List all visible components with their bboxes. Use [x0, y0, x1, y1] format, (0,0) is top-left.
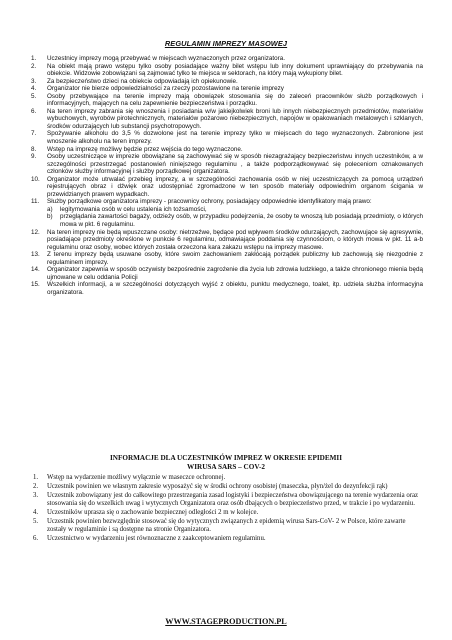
item-text: Organizator zapewnia w sposób oczywisty bezpośrednie zagrożenie dla życia lub zdrowia ludzkiego, a także chronionego mienia będą ujmowane w celu oddania Policji	[47, 266, 423, 281]
item-number: 11.	[31, 198, 40, 206]
item-number: 9.	[31, 153, 37, 161]
item-number: 12.	[31, 228, 40, 236]
item-text: Uczestnik powinien bezwzględnie stosować się do wytycznych związanych z epidemią wirusa Sars-CoV- 2 w Polsce, które zawarte zostały w regulaminie i są dostępne na stronie Organizatora.	[47, 518, 406, 534]
item-text: przeglądania zawartości bagaży, odzieży osób, w przypadku podejrzenia, że osoby te wnoszą lub posiadają przedmioty, o których mowa w pkt. 6 regulaminu.	[60, 213, 423, 229]
rule-item	[31, 63, 423, 78]
rule-subitem	[47, 213, 423, 228]
epidemic-info-heading-line1: INFORMACJE DLA UCZESTNIKÓW IMPREZ W OKRESIE EPIDEMII	[109, 454, 343, 462]
item-number: 3.	[31, 77, 37, 85]
item-text: Uczestnik powinien we własnym zakresie wyposażyć się w środki ochrony osobistej (maseczka, płyn/żel do dezynfekcji rąk)	[47, 482, 388, 490]
item-text: Uczestnik zobowiązany jest do całkowitego przestrzegania zasad logistyki i bezpieczeństwa obowiązującego na terenie wydarzenia oraz stosowania się do wszelkich uwag i wytycznych Organizatora oraz osób dbających o bezpieczeństwo przed, w trakcie i po wydarzeniu.	[47, 491, 419, 508]
rule-subitem	[47, 206, 423, 214]
item-number: 5.	[33, 518, 39, 526]
item-number: 7.	[31, 130, 37, 138]
item-number: 6.	[31, 107, 37, 115]
website-link[interactable]: WWW.STAGEPRODUCTION.PL	[165, 617, 287, 626]
item-text: Uczestników uprasza się o zachowanie bezpiecznej odległości 2 m w kolejce.	[47, 509, 259, 517]
rule-sublist	[47, 206, 423, 229]
item-number: 4.	[33, 509, 39, 517]
epidemic-rule-item	[33, 509, 423, 517]
item-text: Uczestnictwo w wydarzeniu jest równoznaczne z zaakceptowaniem regulaminu.	[47, 535, 266, 543]
item-number: 10.	[31, 175, 40, 183]
item-number: 14.	[31, 266, 40, 274]
item-text: Wstęp na imprezę możliwy będzie przez wejścia do tego wyznaczone.	[47, 145, 243, 153]
item-number: 1.	[31, 55, 37, 62]
item-text: Za bezpieczeństwo dzieci na obiekcie odpowiadają ich opiekunowie.	[47, 77, 238, 85]
epidemic-info-heading	[0, 454, 452, 472]
item-text: Osoby przebywające na terenie imprezy mają obowiązek stosowania się do zaleceń pracowników służb porządkowych i informacyjnych, mających na celu zapewnienie bezpieczeństwa i porządku.	[47, 92, 423, 108]
item-number: 15.	[31, 281, 40, 289]
rule-item	[31, 85, 423, 93]
item-text: Uczestnicy imprezy mogą przebywać w miejscach wyznaczonych przez organizatora.	[47, 55, 285, 62]
item-text: legitymowania osób w celu ustalenia ich tożsamości,	[60, 205, 207, 213]
item-text: Organizator może utrwalać przebieg imprezy, a w szczególności zachowania osób w niej uczestniczących za pomocą urządzeń rejestrujących obraz i dźwięk oraz udostępniać zgromadzone w ten sposób materiały odpowiednim organom ścigania w przewidzianych prawem wypadkach.	[47, 175, 423, 198]
rule-item	[31, 266, 423, 281]
rule-item	[31, 153, 423, 176]
rule-item	[31, 146, 423, 154]
epidemic-rule-item	[33, 483, 423, 491]
item-text: Osoby uczestniczące w imprezie obowiązane są zachowywać się w sposób niezagrażający bezpieczeństwu innych uczestników, a w szczególności przestrzegać postanowień niniejszego regulaminu , a także podporządkowywać się poleceniom oznakowanych członków służby informacyjnej i służby porządkowej organizatora.	[47, 153, 423, 176]
item-number: 2.	[31, 62, 37, 70]
rule-item	[31, 229, 423, 252]
item-number: 5.	[31, 92, 37, 100]
rule-item	[31, 78, 423, 86]
rules-list	[31, 55, 423, 297]
item-number: 13.	[31, 251, 40, 259]
item-text: Organizator nie bierze odpowiedzialności za rzeczy pozostawione na terenie imprezy	[47, 85, 284, 93]
item-text: Na teren imprezy nie będą wpuszczane osoby: nietrzeźwe, będące pod wpływem środków odurzających, zachowujące się agresywnie, posiadające przedmioty określone w punkcie 6 regulaminu, odmawiające poddania się czynnościom, o których mowa w pkt. 11 a-b regulaminu oraz osoby, wobec których została orzeczona kara zakazu wstępu na imprezy masowe.	[47, 228, 423, 251]
document-title: REGULAMIN IMPREZY MASOWEJ	[164, 39, 288, 48]
rule-item	[31, 93, 423, 108]
rule-item	[31, 251, 423, 266]
rule-item	[31, 55, 423, 63]
epidemic-rule-item	[33, 492, 423, 508]
item-number: b)	[47, 213, 53, 221]
item-number: 4.	[31, 85, 37, 93]
item-text: Spożywanie alkoholu do 3,5 % dozwolone jest na terenie imprezy tylko w miejscach do tego wyznaczonych. Zabronione jest wnoszenie alkoholu na teren imprezy.	[47, 130, 423, 146]
item-number: a)	[47, 205, 53, 213]
epidemic-rule-item	[33, 474, 423, 482]
epidemic-info-heading-line2: WIRUSA SARS – COV-2	[187, 463, 265, 471]
item-number: 6.	[33, 535, 39, 543]
epidemic-rule-item	[33, 518, 423, 534]
epidemic-rules-list	[33, 474, 423, 544]
item-text: Z terenu imprezy będą usuwane osoby, które swoim zachowaniem zakłócają porządek publiczny lub zachowują się niezgodnie z regulaminem imprezy.	[47, 251, 423, 266]
rule-item	[31, 176, 423, 199]
item-text: Służby porządkowe organizatora imprezy - pracownicy ochrony, posiadający odpowiednie identyfikatory mają prawo:	[47, 198, 372, 206]
item-number: 1.	[33, 474, 39, 481]
item-text: Wstęp na wydarzenie możliwy wyłącznie w maseczce ochronnej.	[47, 474, 226, 481]
rule-item	[31, 281, 423, 296]
rule-item	[31, 130, 423, 145]
rule-item	[31, 108, 423, 131]
item-text: Na teren imprezy zabrania się wnoszenia i posiadania w/w jakiejkolwiek broni lub innych niebezpiecznych przedmiotów, materiałów wybuchowych, wyrobów pirotechnicznych, materiałów pożarowo niebezpiecznych, napojów w opakowaniach metalowych i szklanych, środków odurzających lub substancji psychotropowych.	[47, 107, 423, 130]
item-number: 3.	[33, 491, 39, 499]
item-text: Wszelkich informacji, a w szczególności dotyczących wyjść z obiektu, punktu medycznego, toalet, itp. udziela służba informacyjna organizatora.	[47, 281, 423, 296]
item-text: Na obiekt mają prawo wstępu tylko osoby posiadające ważny bilet wstępu lub inny dokument uprawniający do przebywania na obiekcie. Widzowie zobowiązani są zajmować tylko te miejsca w sektorach, na który mają wykupiony bilet.	[47, 62, 423, 78]
item-number: 8.	[31, 145, 37, 153]
epidemic-rule-item	[33, 535, 423, 543]
rule-item	[31, 198, 423, 228]
item-number: 2.	[33, 482, 39, 490]
